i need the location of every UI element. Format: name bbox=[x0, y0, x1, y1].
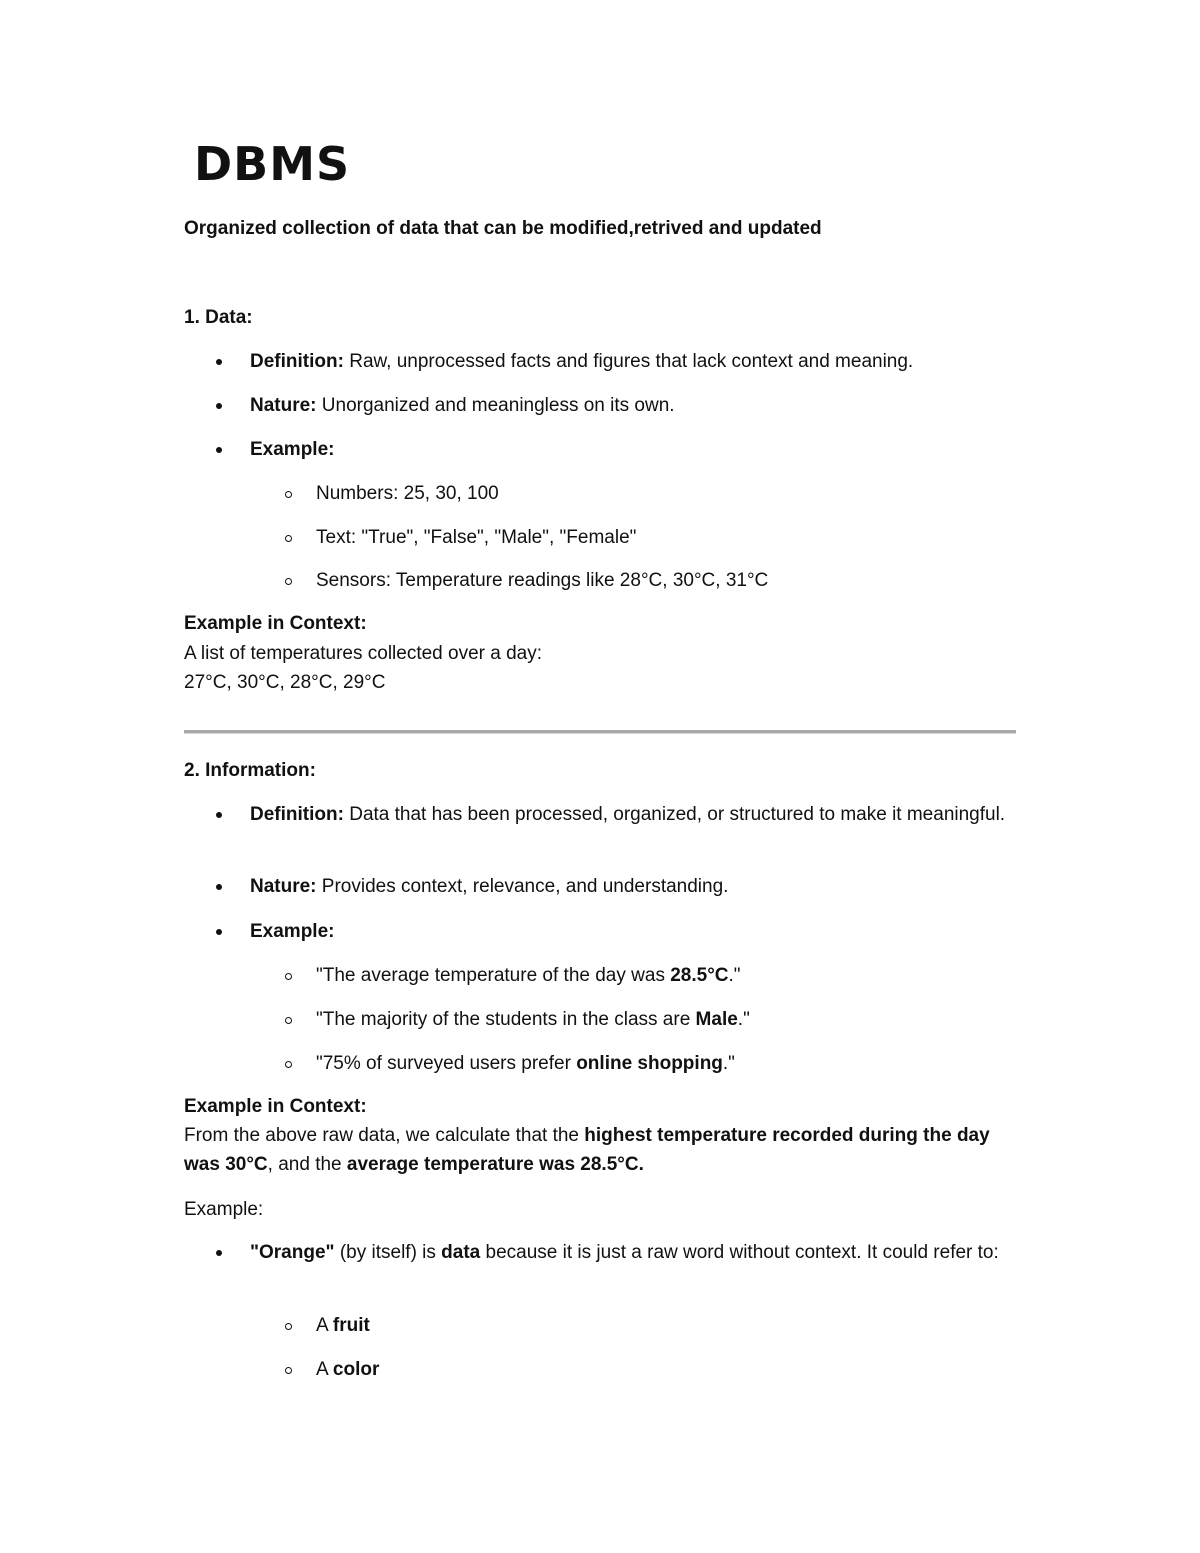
definition-text: Raw, unprocessed facts and figures that lack context and meaning. bbox=[343, 351, 914, 372]
nature-text: Unorganized and meaningless on its own. bbox=[316, 395, 675, 416]
document-title: DBMS bbox=[194, 137, 351, 191]
bullet-dot-icon bbox=[216, 403, 222, 409]
bullet-dot-icon bbox=[216, 1250, 222, 1256]
data-context-heading: Example in Context: bbox=[184, 613, 367, 634]
section-information-heading: 2. Information: bbox=[184, 760, 316, 781]
data-definition-item bbox=[250, 347, 1020, 376]
example-label: Example: bbox=[250, 921, 335, 942]
info-context-heading: Example in Context: bbox=[184, 1096, 367, 1117]
bullet-ring-icon bbox=[285, 1323, 292, 1330]
bullet-dot-icon bbox=[216, 812, 222, 818]
orange-sub-color: A color bbox=[316, 1355, 1016, 1384]
data-context-line2: 27°C, 30°C, 28°C, 29°C bbox=[184, 672, 386, 693]
bullet-ring-icon bbox=[285, 578, 292, 585]
nature-label: Nature: bbox=[250, 876, 317, 897]
orange-example-label: Example: bbox=[184, 1199, 264, 1220]
definition-text: Data that has been processed, organized, or structured to make it meaningful. bbox=[343, 804, 1006, 825]
data-context-line1: A list of temperatures collected over a day: bbox=[184, 643, 543, 664]
nature-label: Nature: bbox=[250, 395, 317, 416]
info-example-survey: "75% of surveyed users prefer online shopping." bbox=[316, 1049, 1016, 1078]
definition-label: Definition: bbox=[250, 351, 344, 372]
bullet-ring-icon bbox=[285, 491, 292, 498]
example-label: Example: bbox=[250, 439, 335, 460]
document-subtitle: Organized collection of data that can be modified,retrived and updated bbox=[184, 218, 822, 239]
bullet-dot-icon bbox=[216, 884, 222, 890]
definition-label: Definition: bbox=[250, 804, 344, 825]
info-example-item bbox=[250, 917, 1020, 946]
bullet-ring-icon bbox=[285, 1061, 292, 1068]
info-example-majority: "The majority of the students in the class are Male." bbox=[316, 1005, 1016, 1034]
section-data-heading: 1. Data: bbox=[184, 307, 253, 328]
bullet-ring-icon bbox=[285, 535, 292, 542]
info-context-paragraph: From the above raw data, we calculate that the highest temperature recorded during the day was 30°C, and the average temperature was 28.5°C. bbox=[184, 1125, 990, 1175]
bullet-dot-icon bbox=[216, 447, 222, 453]
bullet-ring-icon bbox=[285, 1367, 292, 1374]
bullet-ring-icon bbox=[285, 1017, 292, 1024]
info-nature-item bbox=[250, 872, 1020, 901]
info-definition-item bbox=[250, 800, 1020, 829]
horizontal-divider bbox=[184, 730, 1016, 734]
data-example-item bbox=[250, 435, 1020, 464]
data-example-numbers: Numbers: 25, 30, 100 bbox=[316, 479, 1016, 508]
bullet-dot-icon bbox=[216, 359, 222, 365]
nature-text: Provides context, relevance, and understanding. bbox=[316, 876, 729, 897]
data-nature-item bbox=[250, 391, 1020, 420]
data-example-sensors: Sensors: Temperature readings like 28°C, 30°C, 31°C bbox=[316, 566, 1016, 595]
orange-item: "Orange" (by itself) is data because it is just a raw word without context. It could refer to: bbox=[250, 1238, 1015, 1267]
orange-sub-fruit: A fruit bbox=[316, 1311, 1016, 1340]
bullet-dot-icon bbox=[216, 929, 222, 935]
data-example-text: Text: "True", "False", "Male", "Female" bbox=[316, 523, 1016, 552]
info-example-average: "The average temperature of the day was 28.5°C." bbox=[316, 961, 1016, 990]
bullet-ring-icon bbox=[285, 973, 292, 980]
